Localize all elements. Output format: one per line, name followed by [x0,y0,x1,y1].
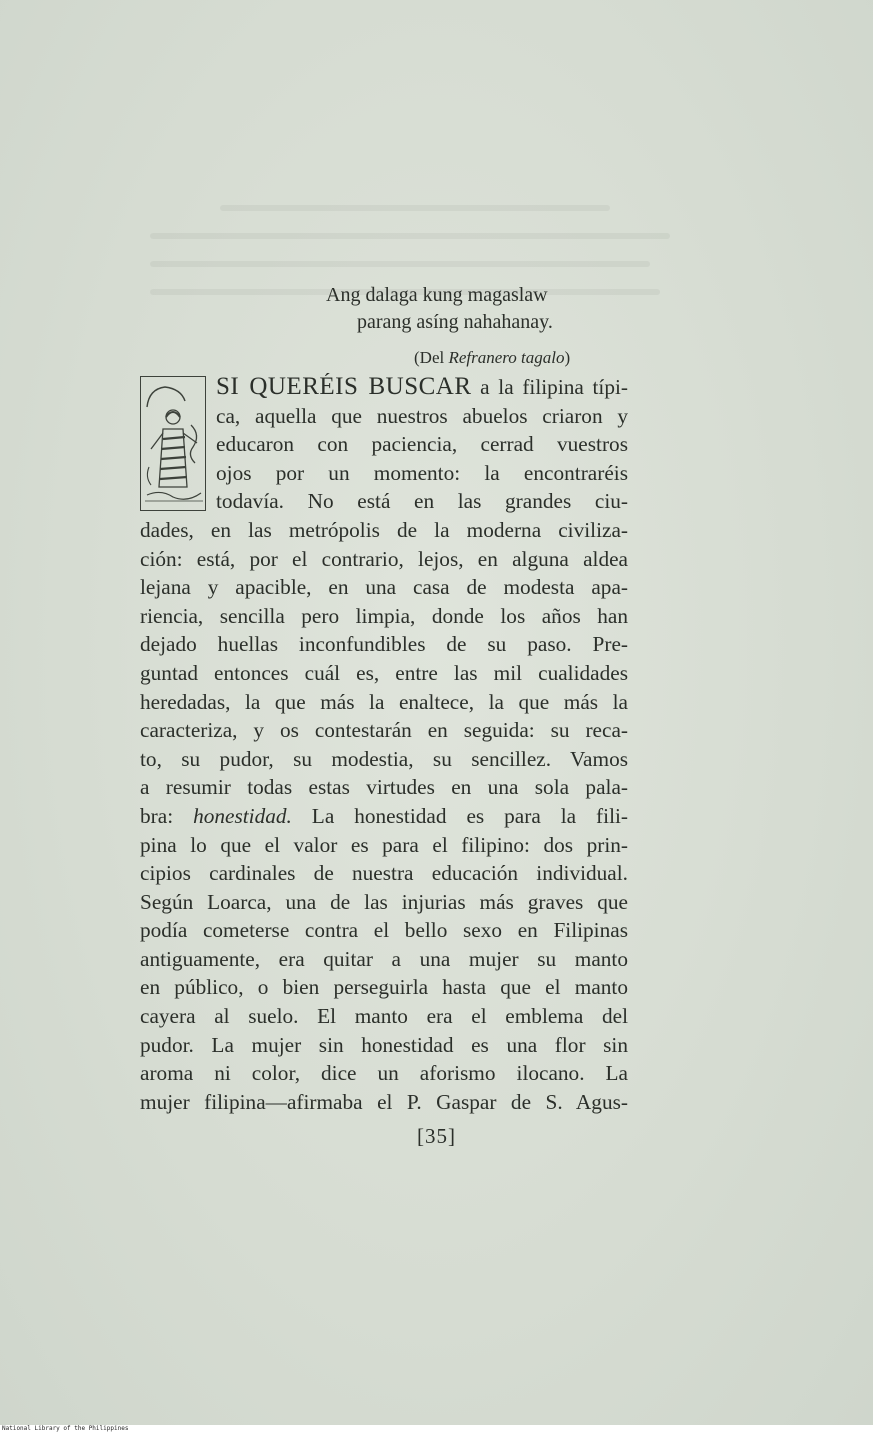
text-line: a resumir todas estas virtudes en una sola pala- [140,775,628,800]
body-paragraph [140,373,628,1116]
text-line: educaron con paciencia, cerrad vuestros [216,432,628,457]
emphasized-word: honestidad. [193,803,292,828]
text-line: todavía. No está en las grandes ciu- [216,489,628,514]
epigraph-source-open: (Del [414,348,449,367]
epigraph-source [300,344,620,371]
opening-words: I QUERÉIS BUSCAR [230,373,472,400]
text-line: ojos por un momento: la encontraréis [216,460,628,485]
text-line: lejana y apacible, en una casa de modesta apa- [140,575,628,600]
text-line: caracteriza, y os contestarán en seguida: su reca- [140,718,628,743]
epigraph-line-2: parang asíng nahahanay. [357,311,553,333]
text-line: dejado huellas inconfundibles de su paso. Pre- [140,632,628,657]
text-line: cipios cardinales de nuestra educación individual. [140,861,628,886]
epigraph-line-1: Ang dalaga kung magaslaw [326,284,548,306]
text-line: antiguamente, era quitar a una mujer su manto [140,946,628,971]
text-line: riencia, sencilla pero limpia, donde los años han [140,603,628,628]
text-line: Según Loarca, una de las injurias más graves que [140,889,628,914]
text-line: ca, aquella que nuestros abuelos criaron y [216,403,628,428]
text-line: guntad entonces cuál es, entre las mil cualidades [140,660,628,685]
text-line: dades, en las metrópolis de la moderna civiliza- [140,517,628,542]
text-line-content: a la filipina típi- [471,375,628,399]
text-line: ción: está, por el contrario, lejos, en alguna aldea [140,546,628,571]
text-line: aroma ni color, dice un aforismo ilocano. La [140,1061,628,1086]
text-line: heredadas, la que más la enaltece, la que más la [140,689,628,714]
text-line: cayera al suelo. El manto era el emblema del [140,1004,628,1029]
text-line [216,373,628,402]
text-line: en público, o bien perseguirla hasta que el manto [140,975,628,1000]
text-line-content: La honestidad es para la fili- [291,803,628,828]
epigraph [300,282,620,371]
text-line: pina lo que el valor es para el filipino: dos prin- [140,832,628,857]
page-number: [35] [417,1124,456,1148]
text-line: to, su pudor, su modestia, su sencillez. Vamos [140,746,628,771]
epigraph-source-title: Refranero tagalo [448,348,565,367]
text-line [140,802,628,831]
text-line: mujer filipina—afirmaba el P. Gaspar de S. Agus- [140,1089,628,1114]
footer-bar [0,1425,873,1433]
text-line-content: bra: [140,803,194,828]
text-line: pudor. La mujer sin honestidad es una flor sin [140,1032,628,1057]
text-line: podía cometerse contra el bello sexo en Filipinas [140,918,628,943]
drop-cap-letter: S [216,373,231,400]
footer-credit: National Library of the Philippines [2,1425,129,1432]
epigraph-source-close: ) [564,348,571,367]
